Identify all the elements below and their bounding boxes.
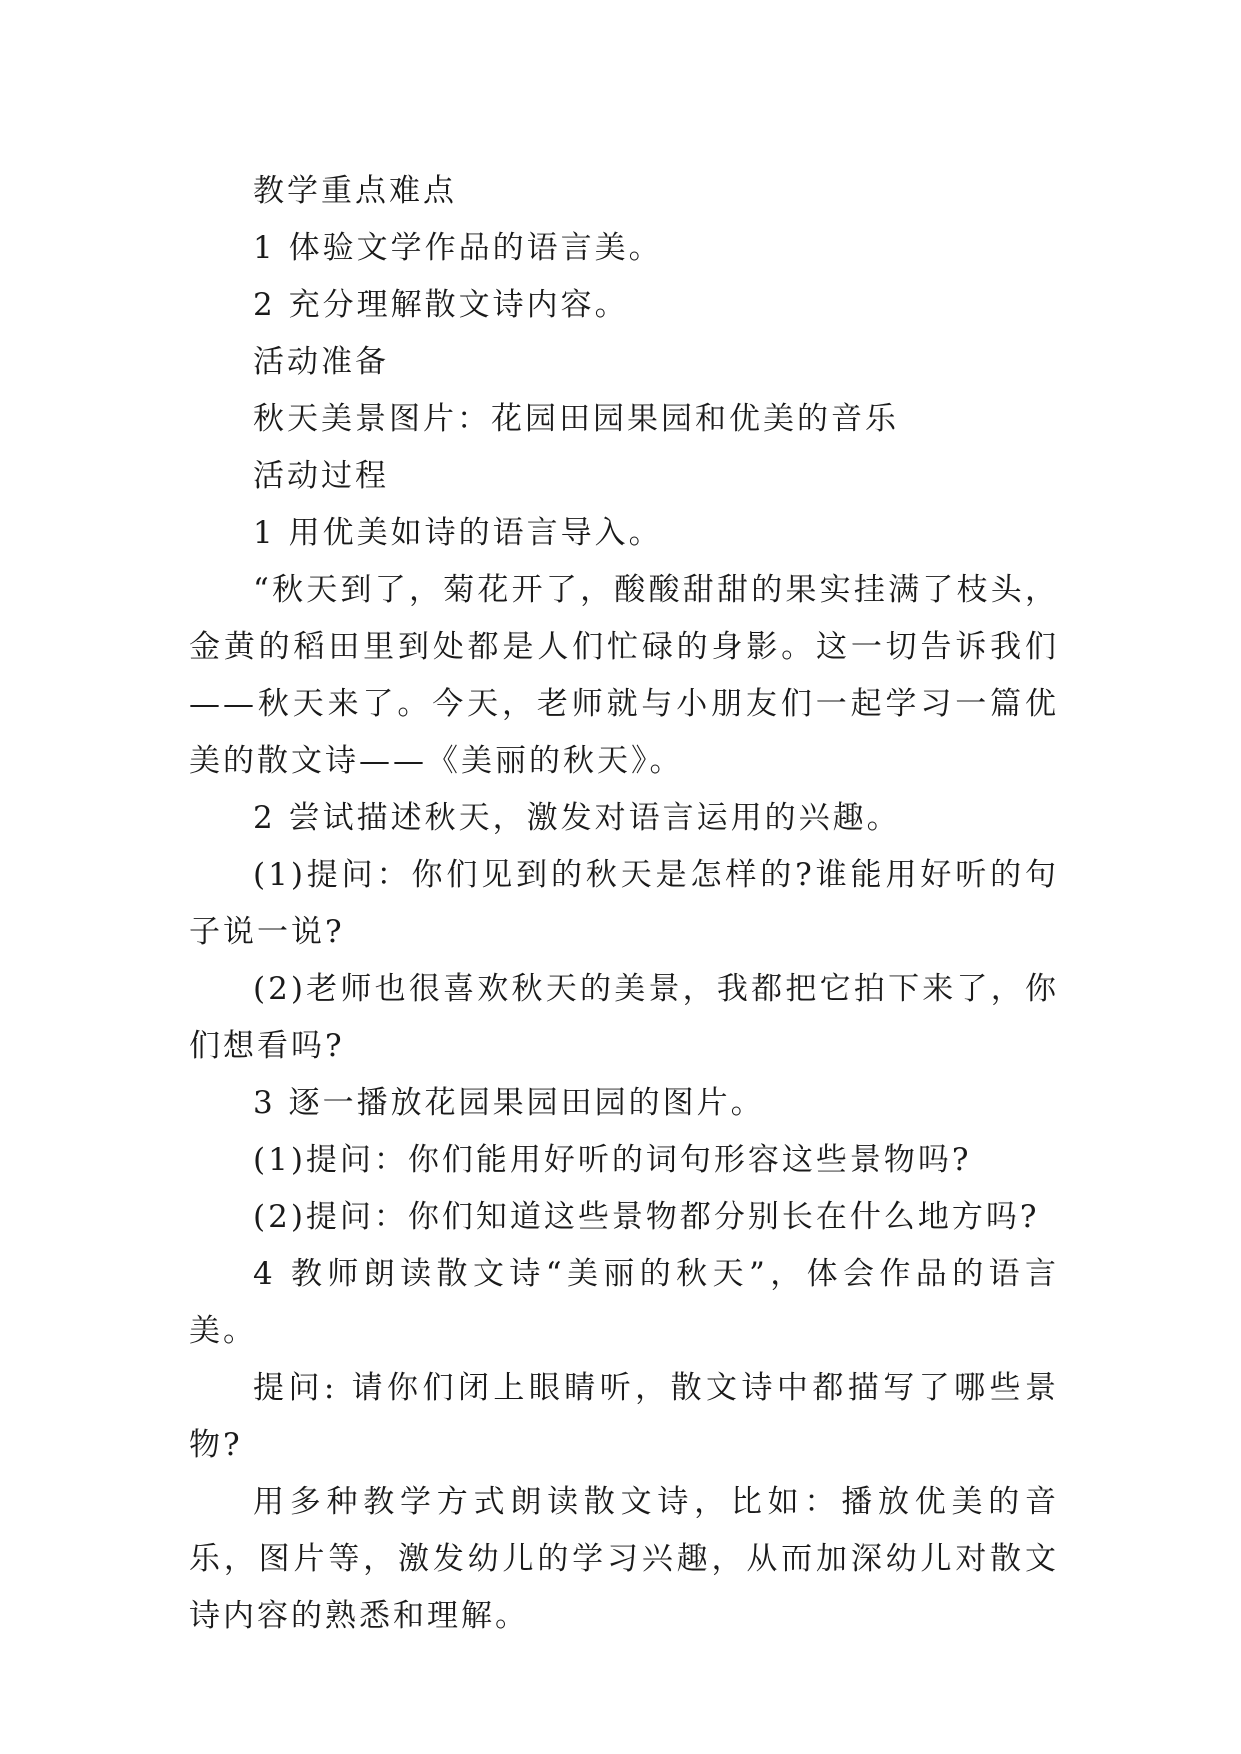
question-paragraph: (1)提问：你们能用好听的词句形容这些景物吗? (253, 1142, 972, 1178)
heading-activity-process: 活动过程 (253, 458, 389, 494)
step-heading: 2 尝试描述秋天，激发对语言运用的兴趣。 (253, 800, 901, 836)
method-paragraph: 用多种教学方式朗读散文诗，比如：播放优美的音乐，图片等，激发幼儿的学习兴趣，从而加深幼儿对散文诗内容的熟悉和理解。 (189, 1484, 1059, 1634)
question-paragraph: 提问: 请你们闭上眼睛听，散文诗中都描写了哪些景物? (189, 1370, 1059, 1463)
question-paragraph: (1)提问：你们见到的秋天是怎样的?谁能用好听的句子说一说? (189, 857, 1059, 950)
question-paragraph: (2)老师也很喜欢秋天的美景，我都把它拍下来了，你们想看吗? (189, 971, 1059, 1064)
list-item: 2 充分理解散文诗内容。 (253, 287, 629, 323)
question-paragraph: (2)提问：你们知道这些景物都分别长在什么地方吗? (253, 1199, 1040, 1235)
step-heading: 4 教师朗读散文诗“美丽的秋天”，体会作品的语言美。 (189, 1256, 1059, 1349)
preparation-text: 秋天美景图片：花园田园果园和优美的音乐 (253, 401, 899, 437)
heading-teaching-focus: 教学重点难点 (253, 173, 457, 209)
document-body (189, 163, 1059, 1645)
step-heading: 1 用优美如诗的语言导入。 (253, 515, 663, 551)
step-heading: 3 逐一播放花园果园田园的图片。 (253, 1085, 765, 1121)
heading-activity-preparation: 活动准备 (253, 344, 389, 380)
list-item: 1 体验文学作品的语言美。 (253, 230, 663, 266)
intro-paragraph: “秋天到了，菊花开了，酸酸甜甜的果实挂满了枝头，金黄的稻田里到处都是人们忙碌的身影。这一切告诉我们——秋天来了。今天，老师就与小朋友们一起学习一篇优美的散文诗——《美丽的秋天》。 (189, 572, 1059, 779)
